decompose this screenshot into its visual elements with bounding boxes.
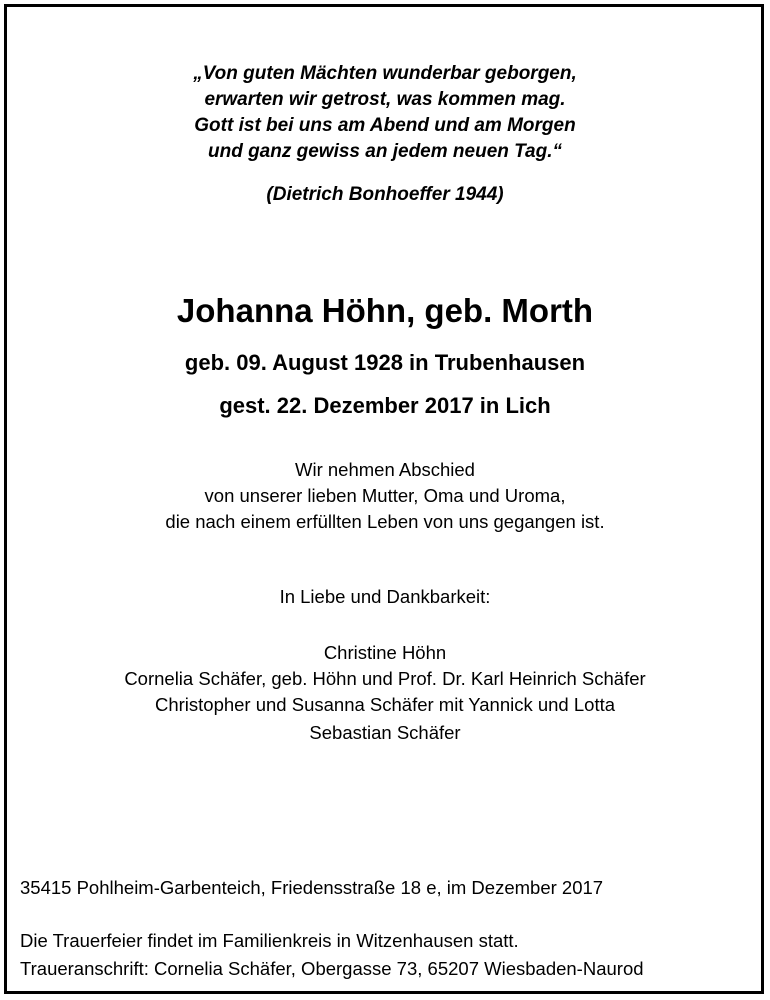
farewell-line: Wir nehmen Abschied xyxy=(295,459,475,480)
deceased-name: Johanna Höhn, geb. Morth xyxy=(176,292,594,329)
closing-phrase: In Liebe und Dankbarkeit: xyxy=(279,586,491,607)
death-date: gest. 22. Dezember 2017 in Lich xyxy=(219,393,551,418)
mourner-name: Christine Höhn xyxy=(323,642,447,663)
quote-line: erwarten wir getrost, was kommen mag. xyxy=(204,89,566,110)
quote-line: und ganz gewiss an jedem neuen Tag.“ xyxy=(207,141,563,162)
mourner-name: Christopher und Susanna Schäfer mit Yannick und Lotta xyxy=(154,694,616,715)
farewell-line: von unserer lieben Mutter, Oma und Uroma, xyxy=(204,485,566,506)
quote-line: Gott ist bei uns am Abend und am Morgen xyxy=(194,115,576,136)
farewell-line: die nach einem erfüllten Leben von uns gegangen ist. xyxy=(165,511,605,532)
place-and-date: 35415 Pohlheim-Garbenteich, Friedensstraße 18 e, im Dezember 2017 xyxy=(20,877,604,898)
mourner-name: Cornelia Schäfer, geb. Höhn und Prof. Dr. Karl Heinrich Schäfer xyxy=(124,668,646,689)
ceremony-note: Die Trauerfeier findet im Familienkreis in Witzenhausen statt. xyxy=(20,930,519,951)
mourning-address: Traueranschrift: Cornelia Schäfer, Obergasse 73, 65207 Wiesbaden-Naurod xyxy=(20,958,644,979)
quote-attribution: (Dietrich Bonhoeffer 1944) xyxy=(266,184,504,205)
birth-date: geb. 09. August 1928 in Trubenhausen xyxy=(184,350,586,375)
quote-line: „Von guten Mächten wunderbar geborgen, xyxy=(193,63,577,84)
mourner-name: Sebastian Schäfer xyxy=(309,722,461,743)
